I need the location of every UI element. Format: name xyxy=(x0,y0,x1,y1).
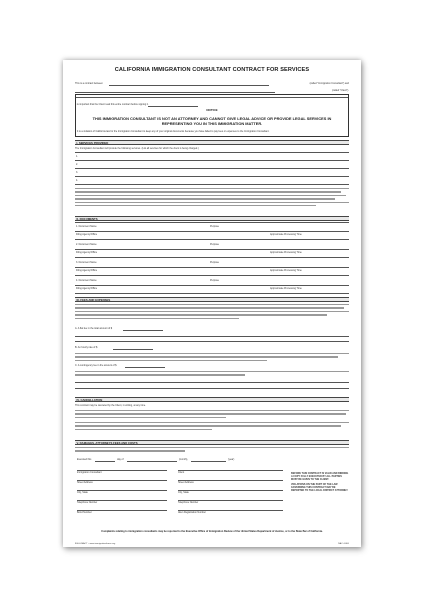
doc-1-time[interactable]: Approximate Processing Time xyxy=(270,233,302,236)
notice-title: NOTICE xyxy=(206,108,218,112)
fee-option-a: A. A flat fee in the total amount of $ xyxy=(75,327,113,330)
client-address-label: Street Address xyxy=(178,481,194,484)
form-code: NAC 4-800 xyxy=(338,543,349,545)
doc-4-name[interactable]: 4. Document Name xyxy=(76,279,97,282)
doc-1-office[interactable]: Filing Agency/Office xyxy=(76,233,98,236)
consultant-city-label: City, State xyxy=(77,491,88,494)
footer-bar xyxy=(75,543,349,545)
section-cancellation-header: IV. CANCELLATION xyxy=(75,397,349,402)
services-list xyxy=(75,152,349,185)
doc-2-office[interactable]: Filing Agency/Office xyxy=(76,251,98,254)
service-item-4[interactable]: 4. xyxy=(76,178,78,182)
consultant-phone-label: Telephone Number xyxy=(77,501,98,504)
services-intro: The Immigration Consultant will provide the following services. (List all services for which the client is being charged.) xyxy=(75,147,199,150)
client-field-label: Client xyxy=(178,471,185,474)
section-services-header: I. SERVICES PROVIDED xyxy=(75,140,349,145)
section-damages-header: V. DAMAGES, ATTORNEYS FEES AND COSTS xyxy=(75,440,349,445)
doc-3-office[interactable]: Filing Agency/Office xyxy=(76,269,98,272)
validity-note-1: BEFORE THIS CONTRACT IS VALID AND BINDING A COPY FULLY EXECUTED BY ALL PARTIES MUST BE GIVEN TO THE CLIENT. xyxy=(291,472,349,481)
executed-day-line[interactable] xyxy=(95,461,115,462)
section-fees-header: III. FEES AND EXPENSES xyxy=(75,297,349,302)
client-city-label: City, State xyxy=(178,491,189,494)
validity-notes xyxy=(291,472,349,492)
documents-table xyxy=(75,222,349,295)
doc-2-name[interactable]: 2. Document Name xyxy=(76,243,97,246)
cancellation-intro: This contract may be canceled by the Client, in writing, at any time. xyxy=(75,404,146,407)
consultant-signature-block xyxy=(77,465,167,520)
complaint-notice: Complaints relating to immigration consultants may be reported to the Executive Office of Immigration Review of the United States Department of Justice, or to the State Bar of California. xyxy=(101,530,323,533)
year-label: (year) xyxy=(228,458,235,461)
month-label: (month), xyxy=(179,458,188,461)
contingency-fee-line[interactable] xyxy=(125,367,165,368)
consultant-bond-label: Bond Number xyxy=(77,511,92,514)
notice-warning: THIS IMMIGRATION CONSULTANT IS NOT AN ATTORNEY AND CANNOT GIVE LEGAL ADVICE OR PROVIDE LEGAL SERVICES IN REPRESENTING YOU IN THIS IMMIGRATION MATTER. xyxy=(92,116,332,126)
client-name-line[interactable] xyxy=(75,92,275,93)
notice-footnote: It is a violation of California law for the Immigration Consultant to keep any of your original documents because you have failed to pay fees or expenses to the Immigration Consultant. xyxy=(77,130,270,133)
doc-2-purpose[interactable]: Purpose xyxy=(210,243,219,246)
cancellation-fine-print xyxy=(75,410,349,436)
validity-note-2: VIOLATIONS ON THE PART OF THE LAW GOVERNING THIS CONTRACT MAY BE REPORTED TO THE LOCAL DISTRICT ATTORNEY. xyxy=(291,483,349,492)
doc-4-time[interactable]: Approximate Processing Time xyxy=(270,287,302,290)
doc-1-purpose[interactable]: Purpose xyxy=(210,225,219,228)
client-signature-block xyxy=(178,465,283,520)
intro-consultant-label: (called "Immigration Consultant") and xyxy=(309,82,349,85)
day-of-label: day of xyxy=(117,458,124,461)
client-phone-label: Telephone Number xyxy=(178,501,199,504)
doc-3-time[interactable]: Approximate Processing Time xyxy=(270,269,302,272)
section-documents-header: II. DOCUMENTS xyxy=(75,216,349,221)
flat-fee-line[interactable] xyxy=(123,330,163,331)
doc-3-name[interactable]: 3. Document Name xyxy=(76,261,97,264)
service-item-1[interactable]: 1. xyxy=(76,154,78,158)
notice xyxy=(75,94,349,137)
executed-year-line[interactable] xyxy=(191,461,226,462)
service-item-2[interactable]: 2. xyxy=(76,162,78,166)
doc-4-office[interactable]: Filing Agency/Office xyxy=(76,287,98,290)
intro-text: This is a contract between xyxy=(75,82,103,85)
doc-1-name[interactable]: 1. Document Name xyxy=(76,225,97,228)
doc-3-purpose[interactable]: Purpose xyxy=(210,261,219,264)
fee-option-b: B. An hourly rate of $ xyxy=(75,346,98,349)
page-title: CALIFORNIA IMMIGRATION CONSULTANT CONTRACT FOR SERVICES xyxy=(114,67,310,73)
intro-client-label: (called "Client"). xyxy=(332,89,349,92)
client-alien-number-label: Alien Registration Number xyxy=(178,511,206,514)
important-note: It is important that the Client read this entire contract before signing it. xyxy=(75,103,149,106)
doc-4-purpose[interactable]: Purpose xyxy=(210,279,219,282)
contract-page xyxy=(63,60,361,547)
fees-fine-print xyxy=(75,304,349,324)
fee-option-c: C. A contingency fee in the amount of $ xyxy=(75,364,117,367)
hourly-rate-line[interactable] xyxy=(113,349,153,350)
consultant-field-label: Immigration Consultant xyxy=(77,471,102,474)
consultant-address-label: Street Address xyxy=(77,481,93,484)
consultant-name-line[interactable] xyxy=(109,85,269,86)
doc-2-time[interactable]: Approximate Processing Time xyxy=(270,251,302,254)
services-fine-print xyxy=(75,188,349,212)
publisher-info: 800-6-MACT • www.immigrationforms.org xyxy=(75,543,116,545)
service-item-3[interactable]: 3. xyxy=(76,170,78,174)
executed-label: Executed this xyxy=(77,458,92,461)
executed-month-line[interactable] xyxy=(127,461,177,462)
